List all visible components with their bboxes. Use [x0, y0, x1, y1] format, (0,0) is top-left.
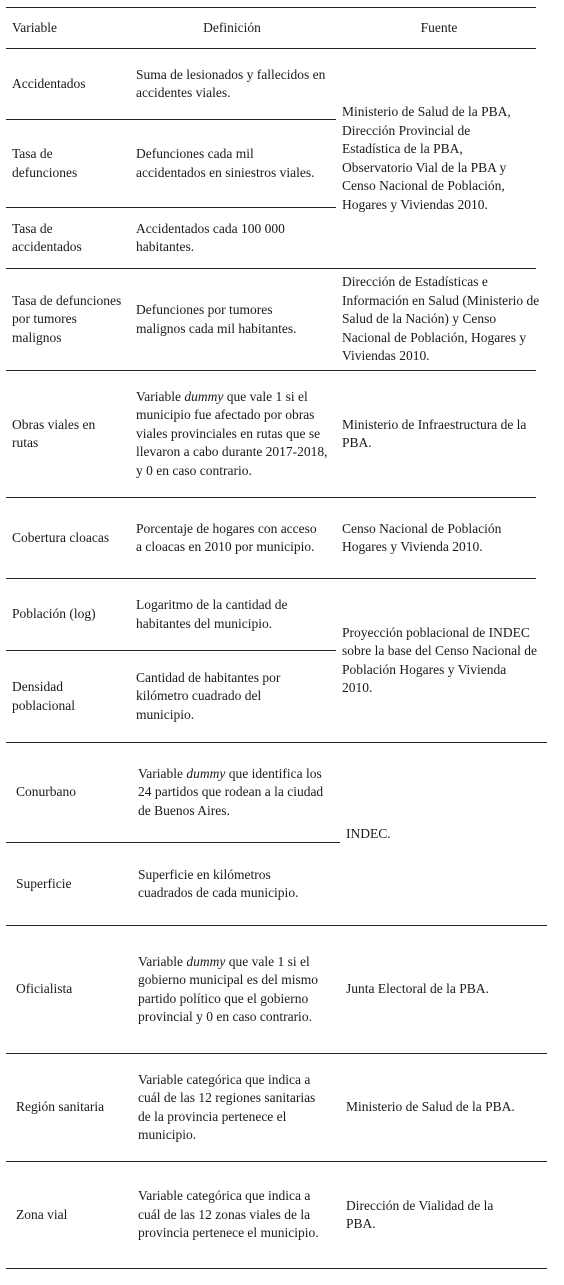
definition-cell [136, 498, 321, 578]
source-cell [346, 926, 541, 1053]
source-text: Dirección de Vialidad de la PBA. [346, 1197, 494, 1231]
variable-cell [12, 651, 112, 742]
variable-name: Tasa de defunciones [12, 146, 78, 180]
source-text: Proyección poblacional de INDEC sobre la base del Censo Nacional de Población Hogares y Vivienda 2010. [342, 624, 537, 695]
definition-text: Defunciones cada mil accidentados en siniestros viales. [136, 146, 315, 180]
variable-name: Cobertura cloacas [12, 529, 110, 545]
variable-name: Tasa de accidentados [12, 220, 82, 254]
variable-cell [12, 498, 132, 578]
definition-cell [136, 49, 336, 119]
definition-emphasis: dummy [186, 765, 226, 781]
source-text: Junta Electoral de la PBA. [346, 981, 489, 997]
variable-name: Región sanitaria [16, 1099, 105, 1115]
definition-text: Accidentados cada 100 000 habitantes. [136, 220, 285, 254]
definition-text: Porcentaje de hogares con acceso a cloacas en 2010 por municipio. [136, 520, 317, 554]
definition-text: Suma de lesionados y fallecidos en accidentes viales. [136, 66, 326, 100]
definition-text: Superficie en kilómetros cuadrados de cada municipio. [138, 866, 299, 900]
variable-cell [12, 49, 127, 119]
definition-cell [138, 1162, 328, 1268]
definition-text-part: que vale 1 si el gobierno municipal es del mismo partido político que el gobierno provincial y 0 en caso contrario. [138, 953, 318, 1024]
variable-cell [12, 120, 112, 207]
table-bottom-rule [6, 1268, 547, 1269]
definition-text-part: que identifica los 24 partidos que rodean a la ciudad de Buenos Aires. [138, 765, 324, 818]
definition-text: Variable categórica que indica a cuál de las 12 regiones sanitarias de la provincia pertenece el municipio. [138, 1071, 316, 1142]
definition-cell [136, 120, 316, 207]
variable-name: Oficialista [16, 981, 73, 997]
variable-cell [16, 926, 131, 1053]
source-cell [346, 743, 536, 925]
source-cell [342, 269, 540, 370]
variable-cell [12, 208, 112, 268]
definition-cell [136, 651, 316, 742]
source-cell [342, 498, 532, 578]
definition-text: Variable categórica que indica a cuál de las 12 zonas viales de la provincia pertenece el municipio. [138, 1188, 319, 1241]
definition-text-part: Variable [138, 953, 187, 969]
variable-name: Densidad poblacional [12, 679, 75, 713]
definition-cell [136, 269, 321, 370]
variable-name: Población (log) [12, 606, 96, 622]
source-text: Ministerio de Salud de la PBA, Dirección Provincial de Estadística de la PBA, Observatorio Vial de la PBA y Censo Nacional de Población, Hogares y Viviendas 2010. [342, 104, 511, 212]
variable-name: Tasa de defunciones por tumores malignos [12, 292, 122, 345]
header-source-label: Fuente [420, 19, 458, 35]
variable-cell [12, 371, 117, 497]
source-text: INDEC. [346, 825, 391, 841]
variable-cell [16, 1162, 131, 1268]
source-cell [342, 371, 540, 497]
header-source [340, 8, 538, 48]
definition-text [136, 388, 336, 481]
source-text: Censo Nacional de Población Hogares y Vivienda 2010. [342, 520, 502, 554]
header-variable-label: Variable [12, 19, 57, 35]
source-cell [346, 1162, 526, 1268]
header-definition [132, 8, 332, 48]
definition-text [138, 765, 328, 821]
definition-text-part: Variable [138, 765, 187, 781]
definition-cell [138, 926, 333, 1053]
definition-text: Defunciones por tumores malignos cada mil habitantes. [136, 302, 297, 336]
variable-name: Zona vial [16, 1206, 68, 1222]
definition-text-part: Variable [136, 388, 185, 404]
definition-cell [136, 371, 336, 497]
source-cell [342, 49, 532, 268]
definition-text-part: que vale 1 si el municipio fue afectado por obras viales provinciales en rutas que se llevaron a cabo durante 2017-2018, y 0 en caso contrario. [136, 388, 328, 478]
variable-cell [16, 843, 131, 925]
definition-cell [136, 579, 326, 650]
variable-name: Superficie [16, 875, 72, 891]
definition-text: Logaritmo de la cantidad de habitantes del municipio. [136, 597, 288, 631]
definition-text: Cantidad de habitantes por kilómetro cuadrado del municipio. [136, 669, 281, 722]
variable-name: Conurbano [16, 784, 76, 800]
source-text: Dirección de Estadísticas e Información en Salud (Ministerio de Salud de la Nación) y Censo Nacional de Población, Hogares y Viviendas 2010. [342, 274, 540, 364]
definition-emphasis: dummy [186, 953, 226, 969]
variable-name: Accidentados [12, 75, 86, 91]
variable-cell [16, 743, 131, 842]
definition-emphasis: dummy [184, 388, 224, 404]
header-variable [12, 8, 122, 48]
definition-cell [136, 208, 316, 268]
definition-cell [138, 843, 328, 925]
variable-cell [16, 1054, 134, 1161]
source-cell [346, 1054, 546, 1161]
variable-name: Obras viales en rutas [12, 416, 96, 450]
source-text: Ministerio de Salud de la PBA. [346, 1099, 515, 1115]
variable-cell [12, 269, 127, 370]
definition-cell [138, 1054, 328, 1161]
definition-text [138, 953, 333, 1027]
source-cell [342, 579, 540, 742]
source-text: Ministerio de Infraestructura de la PBA. [342, 416, 527, 450]
definition-cell [138, 743, 328, 842]
variable-cell [12, 579, 127, 650]
header-definition-label: Definición [203, 19, 261, 35]
